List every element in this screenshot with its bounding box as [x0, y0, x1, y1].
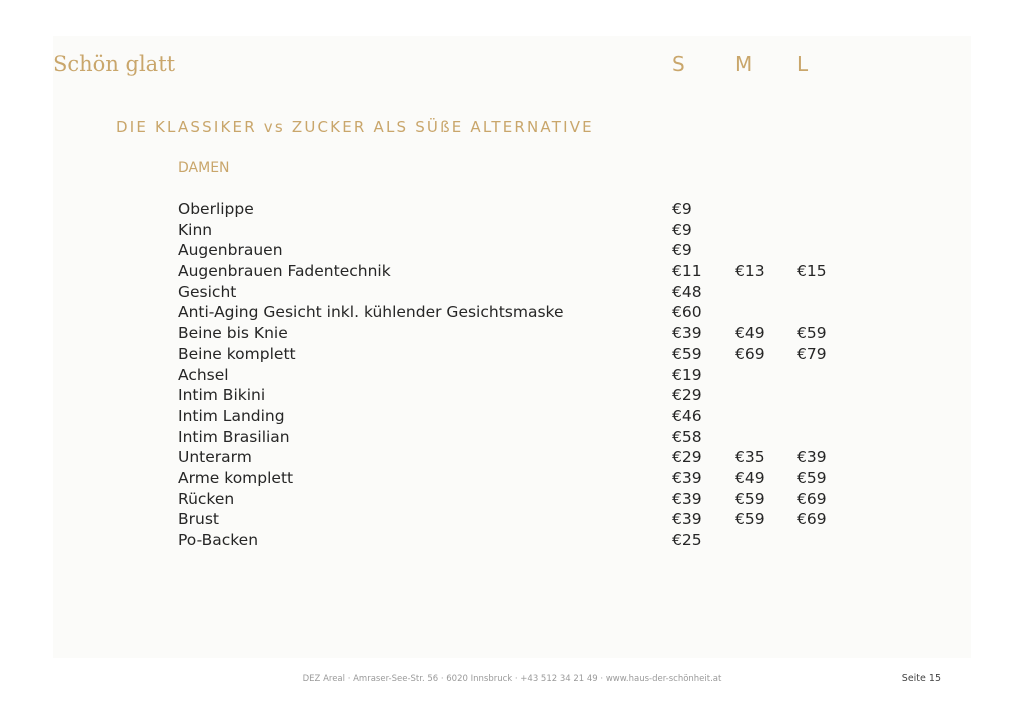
price-m: €59 — [735, 510, 765, 529]
price-s: €29 — [672, 386, 702, 405]
price-s: €39 — [672, 468, 702, 487]
subsection-title: DAMEN — [178, 160, 230, 176]
item-name: Oberlippe — [178, 200, 254, 218]
price-s: €48 — [672, 282, 702, 301]
price-l: €69 — [797, 489, 827, 508]
item-name: Po-Backen — [178, 531, 259, 549]
item-name: Kinn — [178, 220, 213, 239]
item-name: Rücken — [178, 489, 235, 508]
item-name: Intim Brasilian — [178, 427, 290, 446]
price-s: €39 — [672, 489, 702, 508]
table-row — [0, 366, 1024, 387]
page-number: Seite 15 — [901, 673, 941, 684]
price-s: €19 — [672, 365, 702, 384]
price-s: €29 — [672, 448, 702, 467]
table-row — [0, 221, 1024, 242]
price-s: €58 — [672, 427, 702, 446]
price-l: €69 — [797, 510, 827, 529]
item-name: Achsel — [178, 365, 229, 384]
column-header-m: M — [735, 52, 753, 76]
price-m: €69 — [735, 344, 765, 363]
item-name: Brust — [178, 510, 219, 529]
table-row — [0, 469, 1024, 490]
price-l: €15 — [797, 262, 827, 281]
price-s: €39 — [672, 324, 702, 343]
price-s: €60 — [672, 303, 702, 322]
item-name: Augenbrauen — [178, 241, 283, 260]
price-s: €9 — [672, 220, 692, 239]
price-m: €35 — [735, 448, 765, 467]
table-row — [0, 262, 1024, 283]
table-row — [0, 407, 1024, 428]
price-s: €25 — [672, 531, 702, 549]
item-name: Beine komplett — [178, 344, 296, 363]
table-row — [0, 510, 1024, 531]
table-row — [0, 324, 1024, 345]
price-l: €79 — [797, 344, 827, 363]
item-name: Anti-Aging Gesicht inkl. kühlender Gesichtsmaske — [178, 303, 564, 322]
price-s: €11 — [672, 262, 702, 281]
table-row — [0, 490, 1024, 511]
price-m: €49 — [735, 324, 765, 343]
page-title: Schön glatt — [53, 52, 176, 76]
table-row — [0, 283, 1024, 304]
price-list — [0, 200, 1024, 552]
item-name: Intim Bikini — [178, 386, 266, 405]
price-l: €59 — [797, 468, 827, 487]
column-header-l: L — [797, 52, 809, 76]
item-name: Augenbrauen Fadentechnik — [178, 262, 391, 281]
price-s: €9 — [672, 241, 692, 260]
section-title: DIE KLASSIKER vs ZUCKER ALS SÜßE ALTERNATIVE — [116, 118, 594, 136]
footer-address: DEZ Areal · Amraser-See-Str. 56 · 6020 Innsbruck · +43 512 34 21 49 · www.haus-der-schönheit.at — [302, 674, 722, 684]
item-name: Unterarm — [178, 448, 252, 467]
table-row — [0, 531, 1024, 552]
item-name: Arme komplett — [178, 468, 294, 487]
price-m: €13 — [735, 262, 765, 281]
price-m: €59 — [735, 489, 765, 508]
table-row — [0, 303, 1024, 324]
column-header-s: S — [672, 52, 685, 76]
table-row — [0, 428, 1024, 449]
table-row — [0, 386, 1024, 407]
table-row — [0, 448, 1024, 469]
price-l: €39 — [797, 448, 827, 467]
price-s: €9 — [672, 200, 692, 218]
price-s: €59 — [672, 344, 702, 363]
price-m: €49 — [735, 468, 765, 487]
price-s: €39 — [672, 510, 702, 529]
table-row — [0, 241, 1024, 262]
table-row — [0, 200, 1024, 221]
item-name: Intim Landing — [178, 406, 285, 425]
table-row — [0, 345, 1024, 366]
item-name: Gesicht — [178, 282, 237, 301]
item-name: Beine bis Knie — [178, 324, 288, 343]
price-s: €46 — [672, 406, 702, 425]
price-l: €59 — [797, 324, 827, 343]
